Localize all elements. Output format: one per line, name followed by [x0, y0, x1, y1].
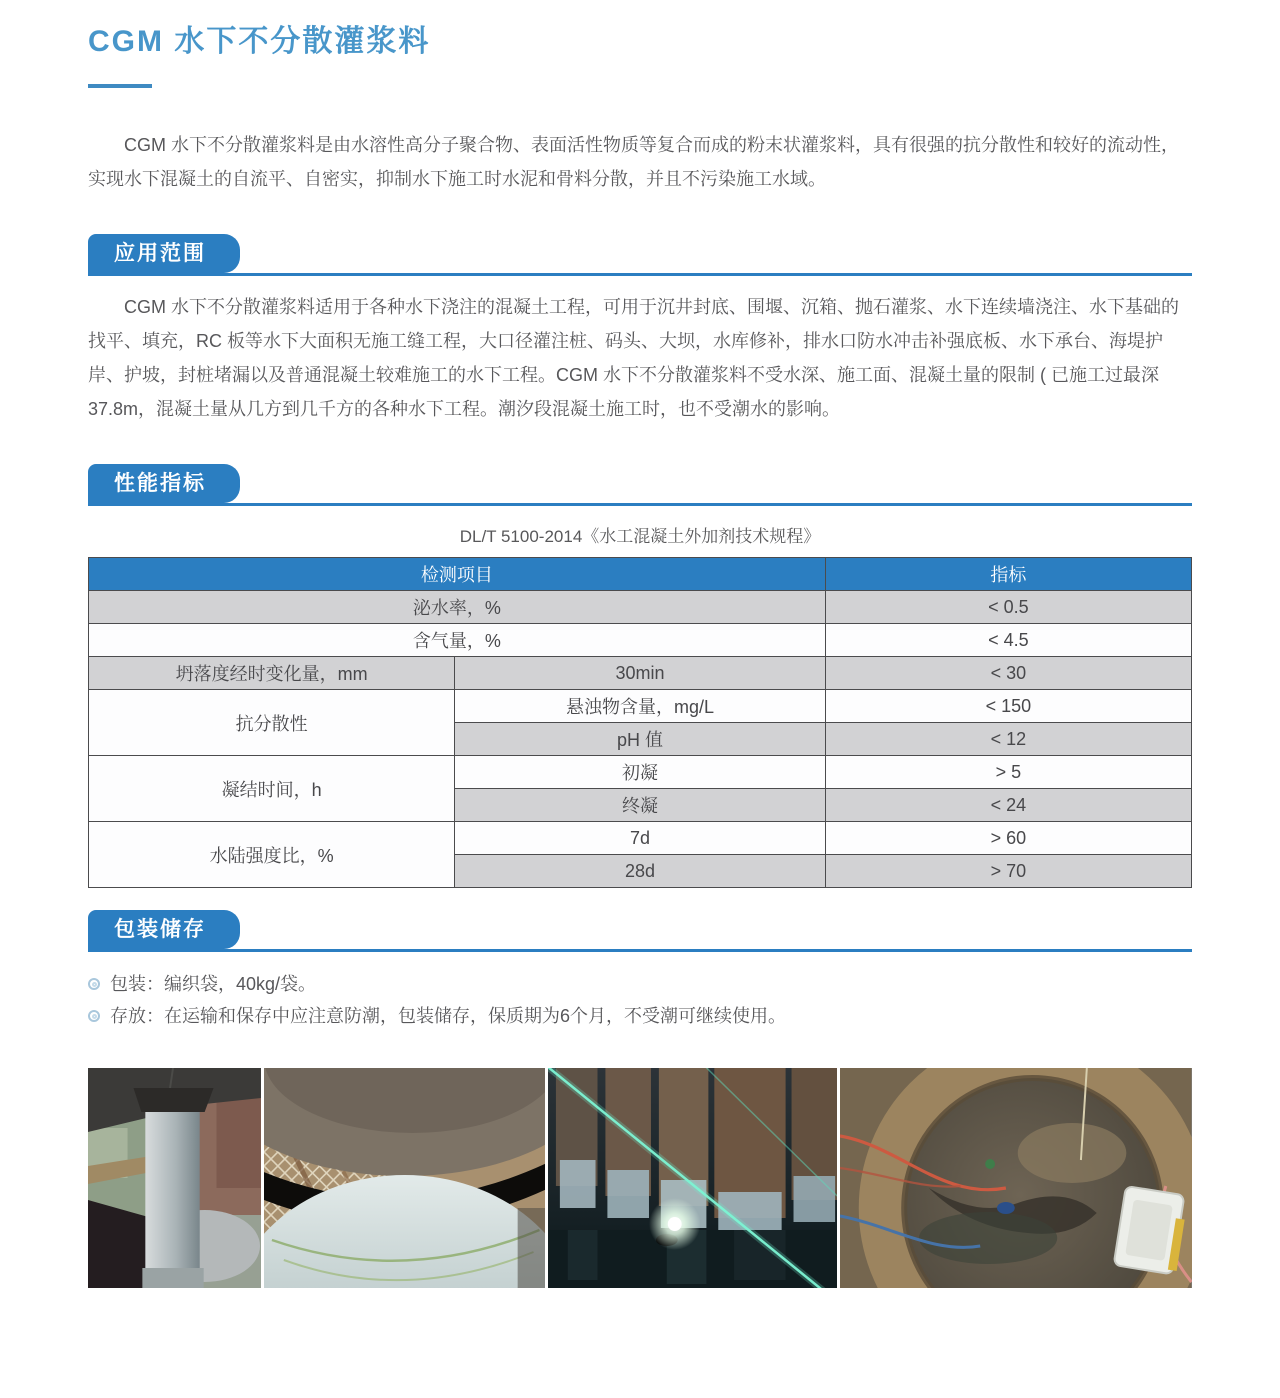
- table-row: [89, 690, 1192, 723]
- cell-sub: pH 值: [455, 723, 826, 756]
- photo-shore-grouting-pipe: [88, 1068, 261, 1288]
- document-page: [0, 16, 1280, 1398]
- table-header-row: [89, 558, 1192, 591]
- intro-paragraph: CGM 水下不分散灌浆料是由水溶性高分子聚合物、表面活性物质等复合而成的粉末状灌浆料，具有很强的抗分散性和较好的流动性，实现水下混凝土的自流平、自密实，抑制水下施工时水泥和骨料分散，并且不污染施工水域。: [88, 135, 1179, 189]
- cell-item: 抗分散性: [89, 690, 455, 756]
- cell-sub: 初凝: [455, 756, 826, 789]
- page-title: CGM 水下不分散灌浆料: [88, 25, 431, 58]
- cell-value: < 0.5: [825, 591, 1191, 624]
- cell-sub: 30min: [455, 657, 826, 690]
- cell-item: 水陆强度比，%: [89, 822, 455, 888]
- performance-table: [88, 557, 1192, 888]
- cell-sub: 28d: [455, 855, 826, 888]
- application-paragraph: CGM 水下不分散灌浆料适用于各种水下浇注的混凝土工程，可用于沉井封底、围堰、沉箱、抛石灌浆、水下连续墙浇注、水下基础的找平、填充，RC 板等水下大面积无施工缝工程，大口径灌注桩、码头、大坝，水库修补，排水口防水冲击补强底板、水下承台、海堤护岸、护坡，封桩堵漏以及普通混凝土较难施工的水下工程。CGM 水下不分散灌浆料不受水深、施工面、混凝土量的限制 ( 已施工过最深 37.8m，混凝土量从几方到几千方的各种水下工程。潮汐段混凝土施工时，也不受潮水的影响。: [88, 297, 1179, 419]
- photo-caisson-pit-overhead: [840, 1068, 1192, 1288]
- list-item: [88, 968, 1192, 1000]
- cell-value: < 30: [825, 657, 1191, 690]
- section-badge-packaging: 包装储存: [88, 910, 240, 949]
- col-header-item: 检测项目: [89, 558, 826, 591]
- section-head-performance: [88, 464, 1192, 506]
- title-underline: [88, 84, 152, 88]
- cell-value: < 12: [825, 723, 1191, 756]
- cell-value: > 70: [825, 855, 1191, 888]
- photo-pile-collar-closeup: [264, 1068, 545, 1288]
- table-row: [89, 756, 1192, 789]
- cell-item: 含气量，%: [89, 624, 826, 657]
- table-row: [89, 657, 1192, 690]
- photo-gallery: [88, 1068, 1192, 1288]
- bullet-text: 包装：编织袋，40kg/袋。: [110, 974, 317, 994]
- section-badge-performance: 性能指标: [88, 464, 240, 503]
- cell-item: 泌水率，%: [89, 591, 826, 624]
- cell-item: 凝结时间，h: [89, 756, 455, 822]
- cell-item: 坍落度经时变化量，mm: [89, 657, 455, 690]
- table-row: [89, 624, 1192, 657]
- ring-bullet-icon: [88, 978, 100, 990]
- section-head-application: [88, 234, 1192, 276]
- table-row: [89, 591, 1192, 624]
- cell-value: > 5: [825, 756, 1191, 789]
- cell-value: > 60: [825, 822, 1191, 855]
- bottom-spacer: [88, 1288, 1192, 1398]
- cell-value: < 150: [825, 690, 1191, 723]
- cell-sub: 悬浊物含量，mg/L: [455, 690, 826, 723]
- photo-night-underwater-piers: [548, 1068, 837, 1288]
- list-item: [88, 1000, 1192, 1032]
- cell-sub: 终凝: [455, 789, 826, 822]
- section-head-packaging: [88, 910, 1192, 952]
- cell-sub: 7d: [455, 822, 826, 855]
- packaging-bullet-list: [88, 968, 1192, 1032]
- table-row: [89, 822, 1192, 855]
- ring-bullet-icon: [88, 1010, 100, 1022]
- table-caption: DL/T 5100-2014《水工混凝土外加剂技术规程》: [459, 527, 821, 546]
- section-badge-application: 应用范围: [88, 234, 240, 273]
- bullet-text: 存放：在运输和保存中应注意防潮，包装储存，保质期为6个月，不受潮可继续使用。: [110, 1006, 787, 1026]
- col-header-value: 指标: [825, 558, 1191, 591]
- cell-value: < 24: [825, 789, 1191, 822]
- cell-value: < 4.5: [825, 624, 1191, 657]
